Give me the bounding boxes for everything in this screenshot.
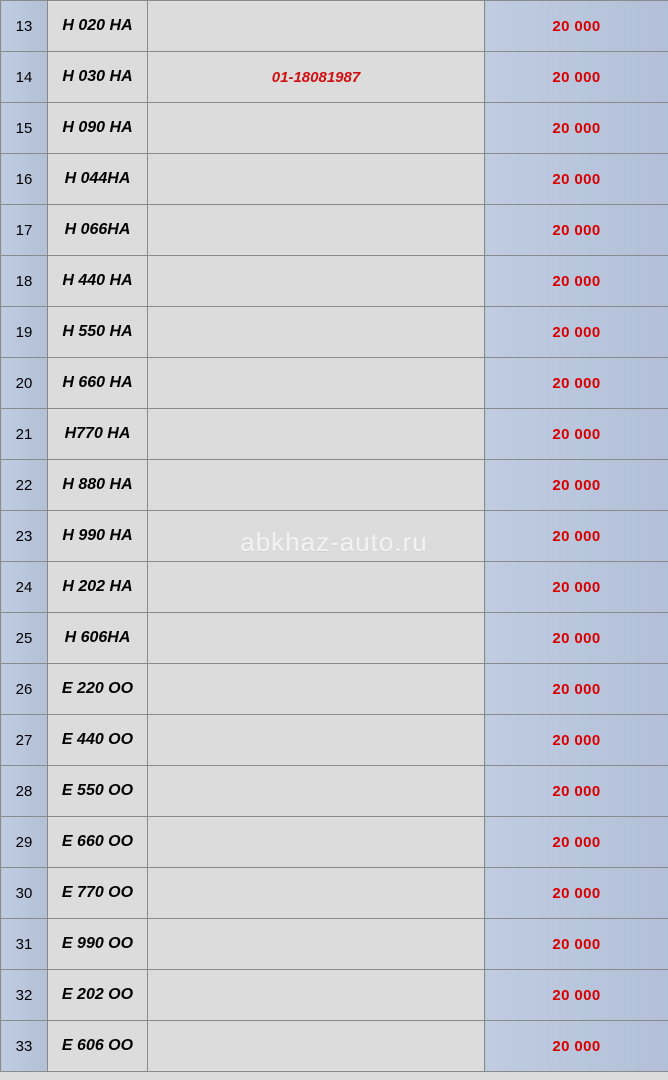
row-note [148, 1021, 485, 1072]
price-value: 20 000 [485, 562, 668, 613]
plate-number: H 066HA [48, 205, 148, 256]
row-number: 22 [1, 460, 48, 511]
price-value: 20 000 [485, 664, 668, 715]
price-value: 20 000 [485, 766, 668, 817]
table-row [1, 868, 668, 919]
table-row [1, 103, 668, 154]
table-row [1, 1021, 668, 1072]
row-number: 23 [1, 511, 48, 562]
price-value: 20 000 [485, 205, 668, 256]
row-number: 31 [1, 919, 48, 970]
row-number: 15 [1, 103, 48, 154]
row-number: 19 [1, 307, 48, 358]
table-row [1, 1, 668, 52]
table-row [1, 307, 668, 358]
row-number: 18 [1, 256, 48, 307]
table-row [1, 358, 668, 409]
price-value: 20 000 [485, 460, 668, 511]
row-note [148, 970, 485, 1021]
row-note [148, 103, 485, 154]
table-row [1, 562, 668, 613]
row-note [148, 409, 485, 460]
table-row [1, 205, 668, 256]
row-note [148, 919, 485, 970]
row-number: 16 [1, 154, 48, 205]
row-number: 29 [1, 817, 48, 868]
price-value: 20 000 [485, 1, 668, 52]
plate-number: E 220 OO [48, 664, 148, 715]
row-note [148, 460, 485, 511]
plate-number: H 044HA [48, 154, 148, 205]
price-value: 20 000 [485, 613, 668, 664]
row-number: 13 [1, 1, 48, 52]
price-value: 20 000 [485, 817, 668, 868]
table-row [1, 613, 668, 664]
row-number: 25 [1, 613, 48, 664]
table-row [1, 52, 668, 103]
table-row [1, 766, 668, 817]
price-value: 20 000 [485, 307, 668, 358]
price-value: 20 000 [485, 409, 668, 460]
plate-number: H 880 HA [48, 460, 148, 511]
row-note [148, 613, 485, 664]
table-row [1, 409, 668, 460]
plate-number: H770 HA [48, 409, 148, 460]
row-note [148, 664, 485, 715]
row-note [148, 358, 485, 409]
table-body [1, 1, 668, 1072]
row-number: 28 [1, 766, 48, 817]
row-note [148, 511, 485, 562]
row-note [148, 817, 485, 868]
row-note [148, 868, 485, 919]
row-number: 33 [1, 1021, 48, 1072]
plate-number: E 202 OO [48, 970, 148, 1021]
table-row [1, 970, 668, 1021]
row-note [148, 307, 485, 358]
row-number: 27 [1, 715, 48, 766]
plate-number: E 550 OO [48, 766, 148, 817]
plate-number: H 660 HA [48, 358, 148, 409]
row-note [148, 1, 485, 52]
watermark: abkhaz-auto.ru [240, 527, 428, 557]
table-row [1, 154, 668, 205]
row-number: 26 [1, 664, 48, 715]
row-note: 01-18081987 [148, 52, 485, 103]
row-number: 24 [1, 562, 48, 613]
row-note [148, 205, 485, 256]
row-note [148, 154, 485, 205]
price-value: 20 000 [485, 511, 668, 562]
row-note [148, 766, 485, 817]
row-number: 30 [1, 868, 48, 919]
plate-number: H 030 HA [48, 52, 148, 103]
price-value: 20 000 [485, 52, 668, 103]
row-number: 32 [1, 970, 48, 1021]
table-row [1, 919, 668, 970]
plate-number: H 090 HA [48, 103, 148, 154]
row-note [148, 562, 485, 613]
plate-number: H 606HA [48, 613, 148, 664]
row-note [148, 715, 485, 766]
price-value: 20 000 [485, 970, 668, 1021]
price-value: 20 000 [485, 154, 668, 205]
plate-number: E 440 OO [48, 715, 148, 766]
price-value: 20 000 [485, 715, 668, 766]
row-note [148, 256, 485, 307]
table-row [1, 511, 668, 562]
row-number: 20 [1, 358, 48, 409]
plate-number: E 990 OO [48, 919, 148, 970]
table-row [1, 817, 668, 868]
plate-number: H 202 HA [48, 562, 148, 613]
row-number: 17 [1, 205, 48, 256]
row-number: 14 [1, 52, 48, 103]
price-value: 20 000 [485, 1021, 668, 1072]
table-row [1, 256, 668, 307]
plate-number: H 440 HA [48, 256, 148, 307]
price-value: 20 000 [485, 256, 668, 307]
price-value: 20 000 [485, 103, 668, 154]
table-row [1, 664, 668, 715]
row-number: 21 [1, 409, 48, 460]
price-value: 20 000 [485, 358, 668, 409]
table-row [1, 460, 668, 511]
plate-number: H 550 HA [48, 307, 148, 358]
price-value: 20 000 [485, 919, 668, 970]
table-row [1, 715, 668, 766]
plate-number: H 020 HA [48, 1, 148, 52]
plate-number: H 990 HA [48, 511, 148, 562]
plate-number: E 660 OO [48, 817, 148, 868]
price-value: 20 000 [485, 868, 668, 919]
plate-number: E 606 OO [48, 1021, 148, 1072]
plate-number: E 770 OO [48, 868, 148, 919]
table-top-border [0, 0, 668, 1]
